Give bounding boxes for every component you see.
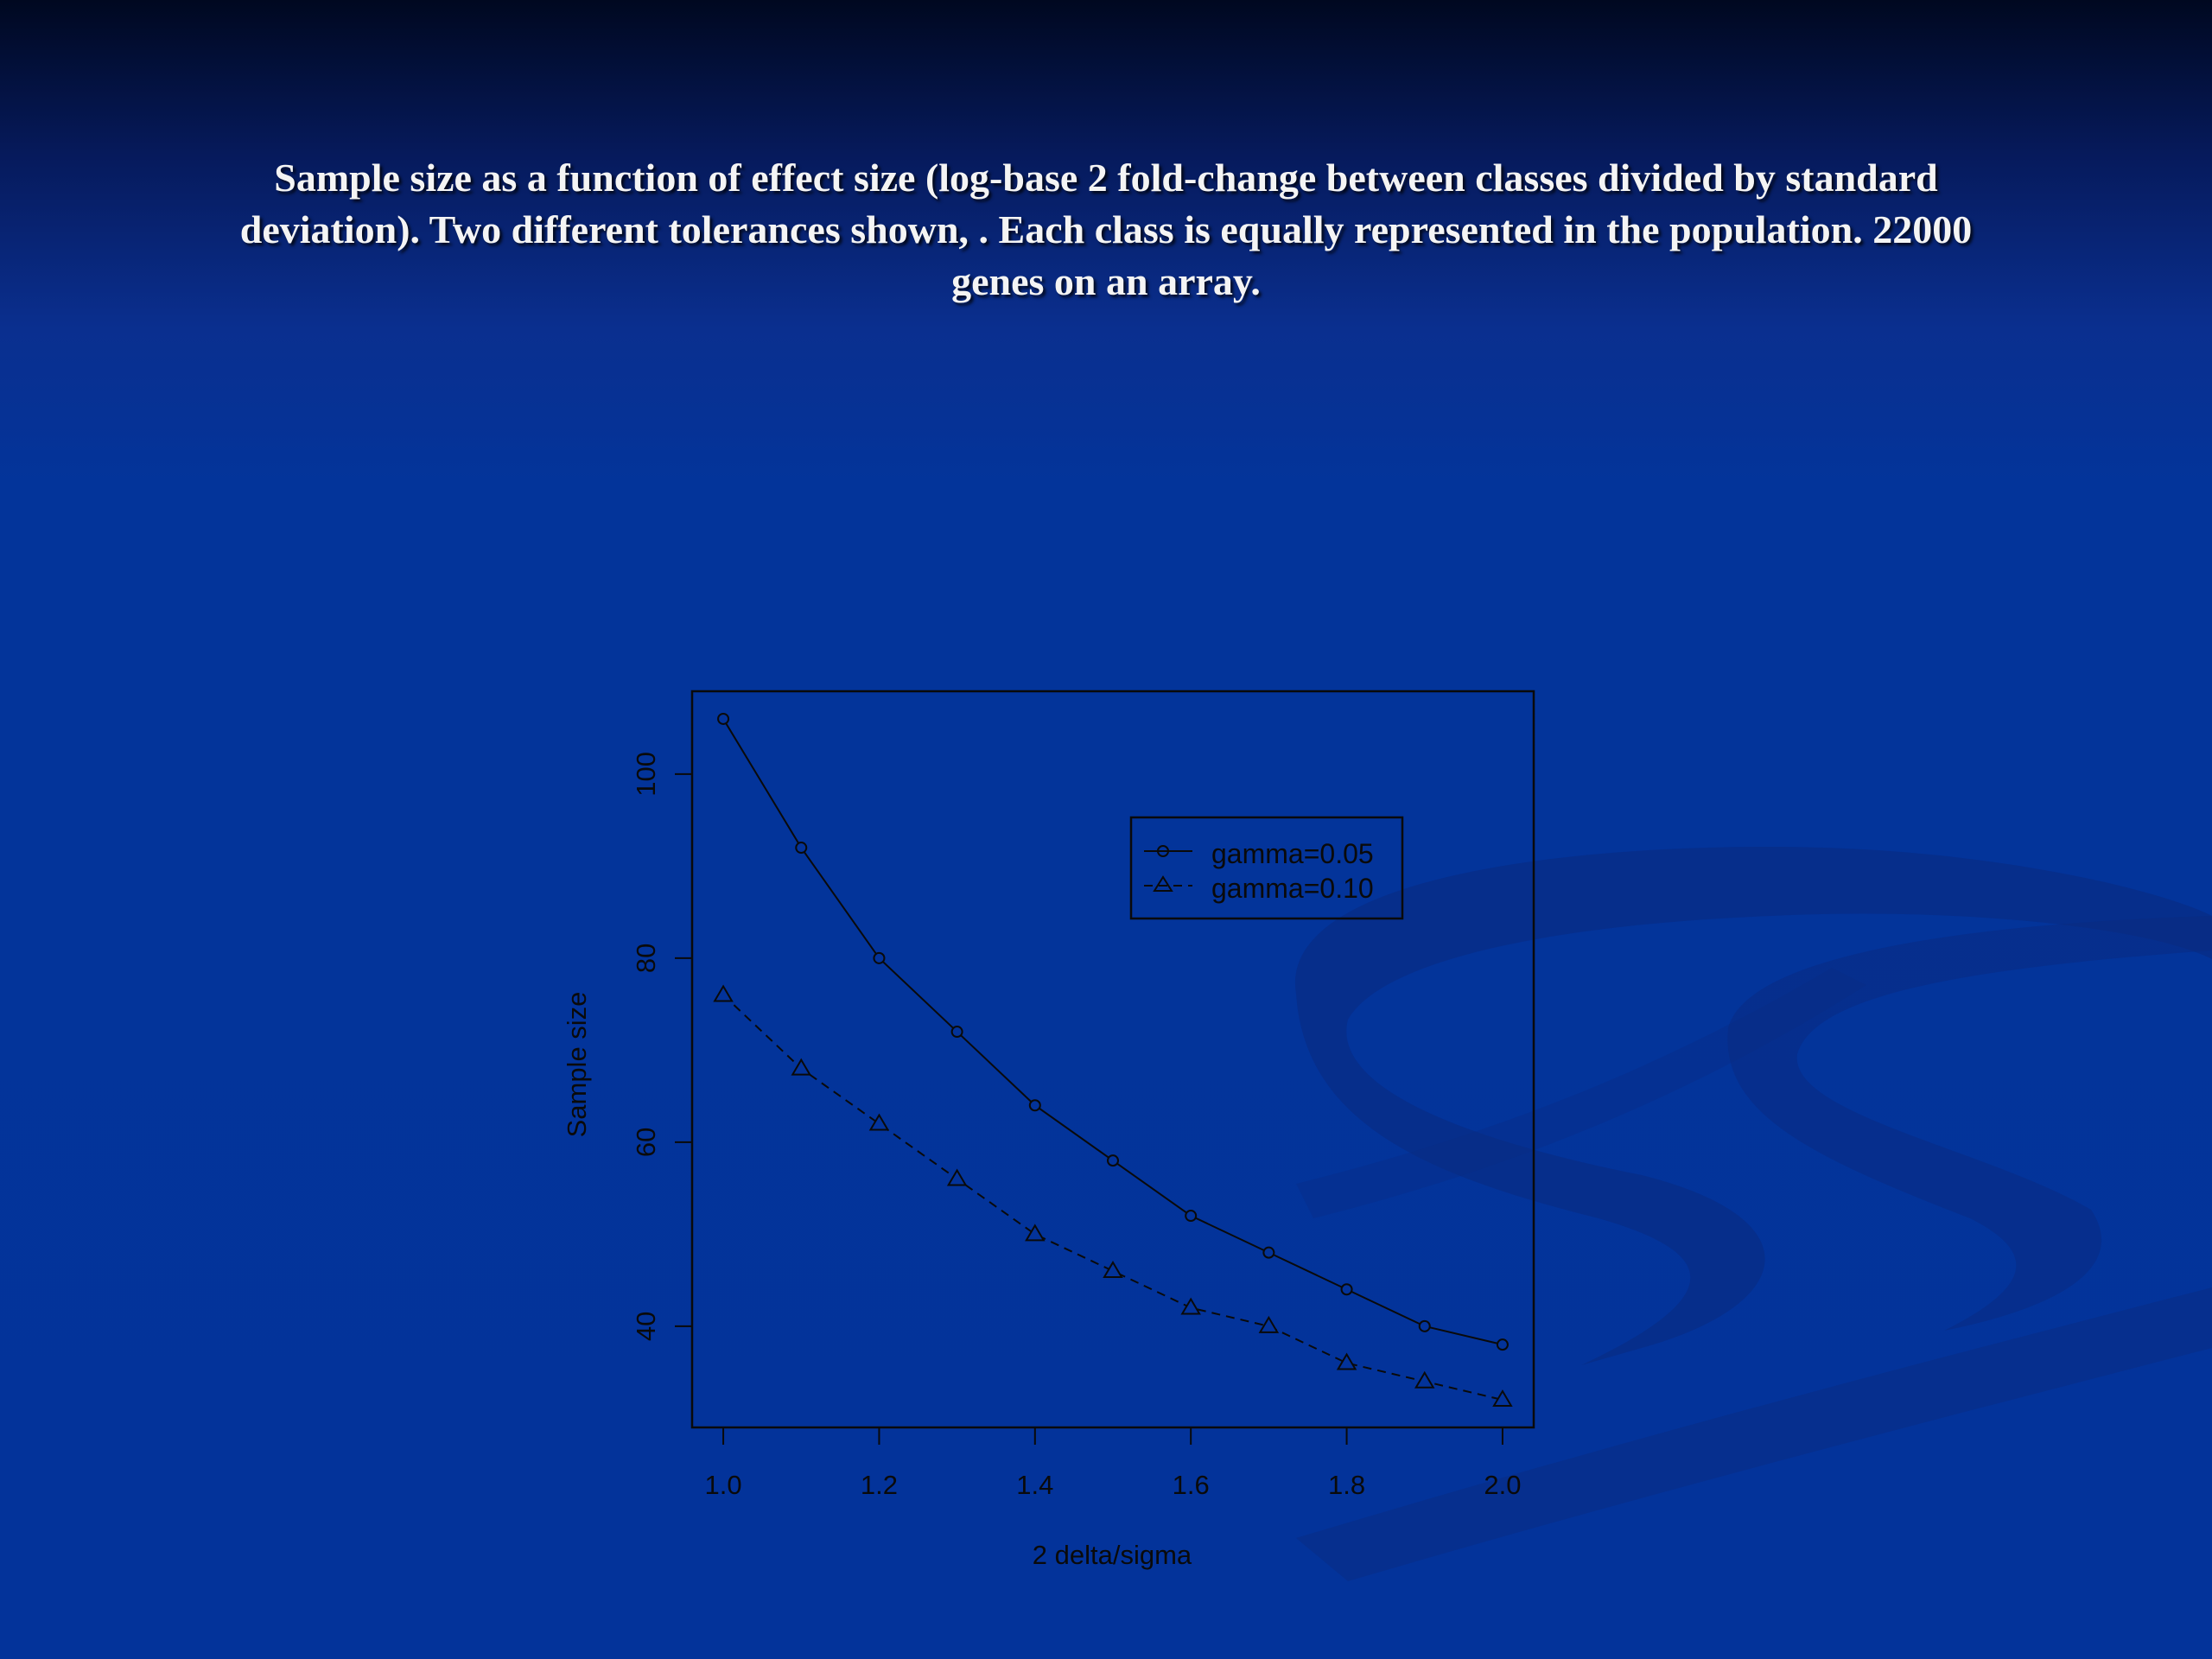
series-gamma-0.10	[715, 986, 1511, 1406]
data-point	[1342, 1284, 1352, 1294]
data-point	[870, 1116, 887, 1130]
y-tick-label: 40	[631, 1311, 661, 1342]
x-tick-label: 1.4	[1016, 1470, 1054, 1500]
data-point	[1263, 1248, 1274, 1258]
x-tick-label: 1.0	[704, 1470, 742, 1500]
legend-label-gamma-0.05: gamma=0.05	[1211, 838, 1374, 869]
x-tick-label: 1.6	[1172, 1470, 1210, 1500]
y-tick-label: 60	[631, 1127, 661, 1158]
data-point	[792, 1060, 810, 1075]
data-point	[1104, 1262, 1122, 1277]
data-point	[715, 986, 732, 1001]
x-axis	[705, 1427, 1522, 1500]
data-point	[952, 1027, 963, 1037]
legend	[1131, 817, 1402, 918]
legend-label-gamma-0.10: gamma=0.10	[1211, 873, 1374, 904]
slide-caption: Sample size as a function of effect size (log-base 2 fold-change between classes divided by standard deviation). Two different tolerances shown, . Each class is equally represented in the population. 22000 genes on an array.	[239, 156, 1973, 303]
x-tick-label: 1.2	[860, 1470, 898, 1500]
series-line-gamma-0.05	[723, 719, 1503, 1344]
data-point	[1108, 1155, 1118, 1166]
legend-marker-gamma-0.10	[1154, 877, 1172, 891]
y-tick-label: 80	[631, 943, 661, 974]
x-tick-label: 2.0	[1484, 1470, 1522, 1500]
data-point	[1420, 1321, 1430, 1332]
plot-frame	[692, 691, 1534, 1427]
y-axis	[631, 752, 692, 1341]
data-point	[1030, 1100, 1040, 1110]
data-point	[1027, 1225, 1044, 1240]
data-point	[1416, 1373, 1433, 1388]
data-point	[949, 1170, 966, 1185]
data-point	[718, 714, 728, 724]
y-tick-label: 100	[631, 751, 661, 797]
series-gamma-0.05	[718, 714, 1508, 1350]
data-point	[1497, 1339, 1508, 1350]
data-point	[874, 953, 884, 963]
data-point	[1185, 1211, 1196, 1221]
series-line-gamma-0.10	[723, 995, 1503, 1400]
data-point	[1182, 1300, 1199, 1314]
x-axis-label: 2 delta/sigma	[1032, 1540, 1192, 1570]
data-point	[1338, 1354, 1356, 1369]
x-tick-label: 1.8	[1328, 1470, 1366, 1500]
data-point	[796, 842, 806, 853]
y-axis-label: Sample size	[562, 991, 592, 1138]
